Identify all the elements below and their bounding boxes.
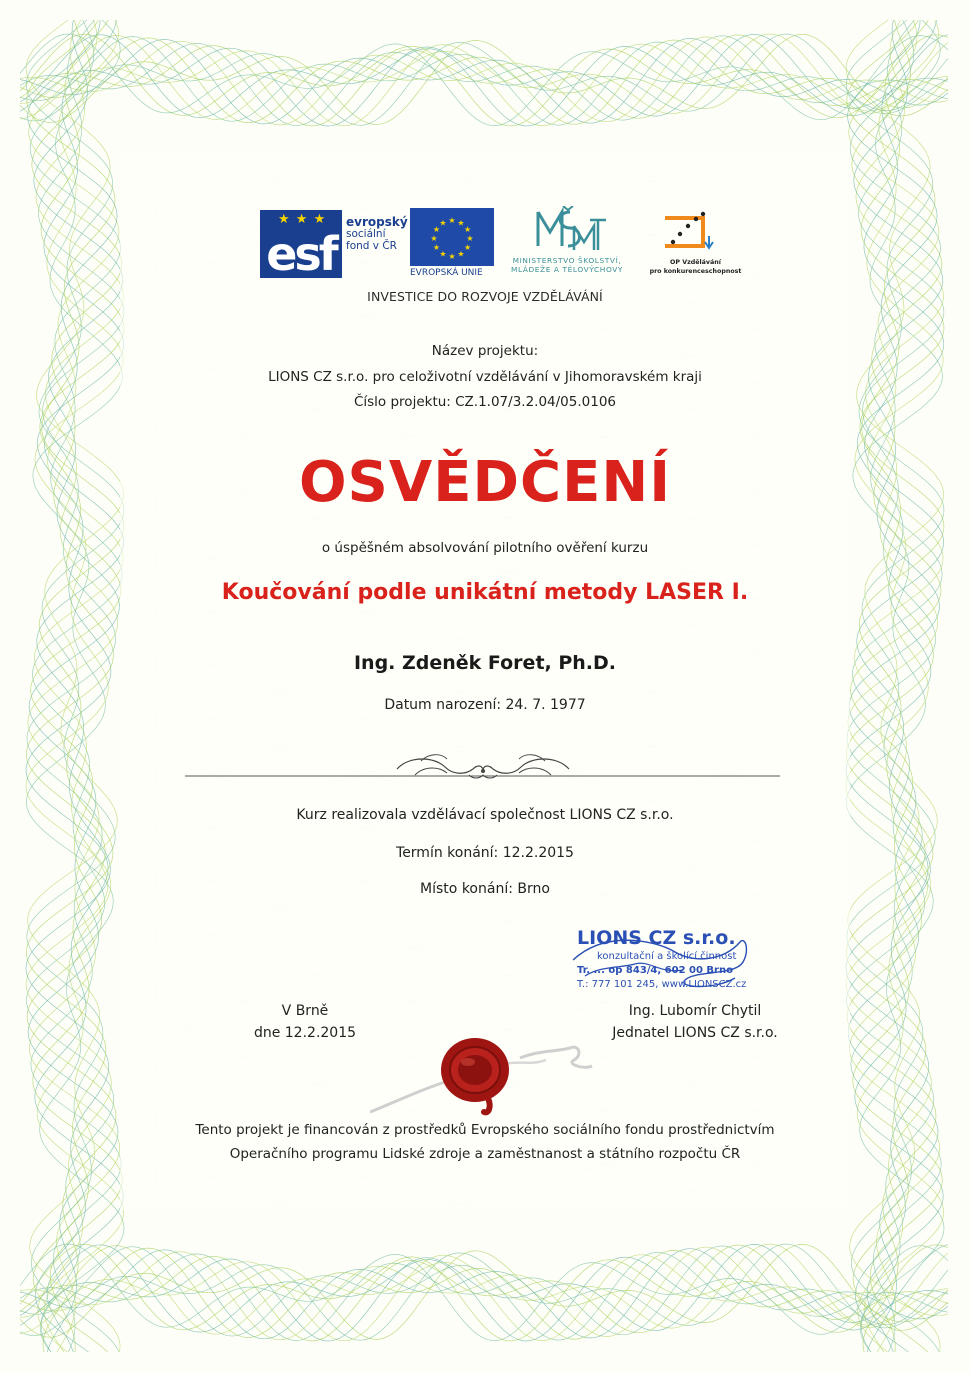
svg-text:★: ★ [430,234,438,243]
funding-note-line1: Tento projekt je financován z prostředků Evropského sociálního fondu prostřednictvím [195,1122,775,1138]
svg-text:★: ★ [448,216,456,225]
project-number: Číslo projektu: CZ.1.07/3.2.04/05.0106 [353,394,617,410]
course-name: Koučování podle unikátní metody LASER I. [221,580,749,605]
msmt-label-line: MLÁDEŽE A TĚLOVÝCHOVY [510,265,624,274]
esf-text-line: sociální [346,228,386,240]
op-logo-label [643,258,748,276]
msmt-mark-icon [508,206,626,256]
msmt-logo-label [508,256,626,274]
svg-text:★: ★ [464,225,472,234]
svg-text:T.: 777 101 245, www.LIONSCZ.c: T.: 777 101 245, www.LIONSCZ.cz [577,979,747,990]
svg-text:★: ★ [464,243,472,252]
logo-strip [258,206,758,286]
esf-text-line: fond v ČR [346,240,397,252]
signing-date: dne 12.2.2015 [253,1025,357,1041]
eu-logo [410,208,496,280]
esf-logo-letters: esf [266,227,336,281]
signing-place-block [230,1000,380,1044]
holder-name: Ing. Zdeněk Foret, Ph.D. [353,652,617,674]
op-label-line: pro konkurenceschopnost [649,268,742,275]
svg-text:★: ★ [439,218,447,228]
project-name: LIONS CZ s.r.o. pro celoživotní vzdělávání v Jihomoravském kraji [268,369,702,385]
funding-note-line2: Operačního programu Lidské zdroje a zaměstnanost a státního rozpočtu ČR [229,1146,741,1162]
svg-text:konzultační a školící činnost: konzultační a školící činnost [597,951,737,962]
svg-text:★: ★ [457,249,465,259]
msmt-logo [508,206,623,282]
svg-text:★: ★ [432,243,440,252]
op-vzdelavani-logo [643,208,748,280]
svg-text:★: ★ [457,218,465,228]
company-stamp [565,920,770,1000]
esf-logo [258,208,408,281]
course-date: Termín konání: 12.2.2015 [396,845,574,861]
esf-stars-icon: ★ ★ ★ [278,212,327,227]
svg-text:★: ★ [432,225,440,234]
course-place: Místo konání: Brno [420,881,550,897]
esf-text-line: evropský [346,215,408,229]
op-label-line: OP Vzdělávání [670,259,721,266]
project-name-label: Název projektu: [431,343,539,359]
signer-name: Ing. Lubomír Chytil [628,1003,762,1019]
birth-date: Datum narození: 24. 7. 1977 [384,697,586,713]
certificate-title: OSVĚDČENÍ [298,450,672,515]
svg-text:★: ★ [466,234,474,243]
signer-block [585,1000,805,1044]
svg-text:★: ★ [439,249,447,259]
eu-flag-icon [410,208,494,266]
wax-seal [370,1030,600,1125]
course-provider: Kurz realizovala vzdělávací společnost LIONS CZ s.r.o. [296,807,674,823]
svg-text:Tr. ... op 843/4, 602 00 Brno: Tr. ... op 843/4, 602 00 Brno [577,965,733,976]
certificate-subtitle: o úspěšném absolvování pilotního ověření kurzu [321,540,649,556]
svg-text:LIONS CZ s.r.o.: LIONS CZ s.r.o. [577,927,736,949]
logo-tagline: INVESTICE DO ROZVOJE VZDĚLÁVÁNÍ [367,289,603,304]
eu-logo-label: EVROPSKÁ UNIE [410,268,483,278]
signer-role: Jednatel LIONS CZ s.r.o. [612,1025,778,1041]
msmt-label-line: MINISTERSTVO ŠKOLSTVÍ, [512,256,622,265]
svg-text:★: ★ [448,252,456,261]
ornament-divider [185,745,780,785]
esf-logo-text [346,216,408,252]
signing-place: V Brně [281,1003,329,1019]
op-logo-mark-icon [643,208,748,258]
